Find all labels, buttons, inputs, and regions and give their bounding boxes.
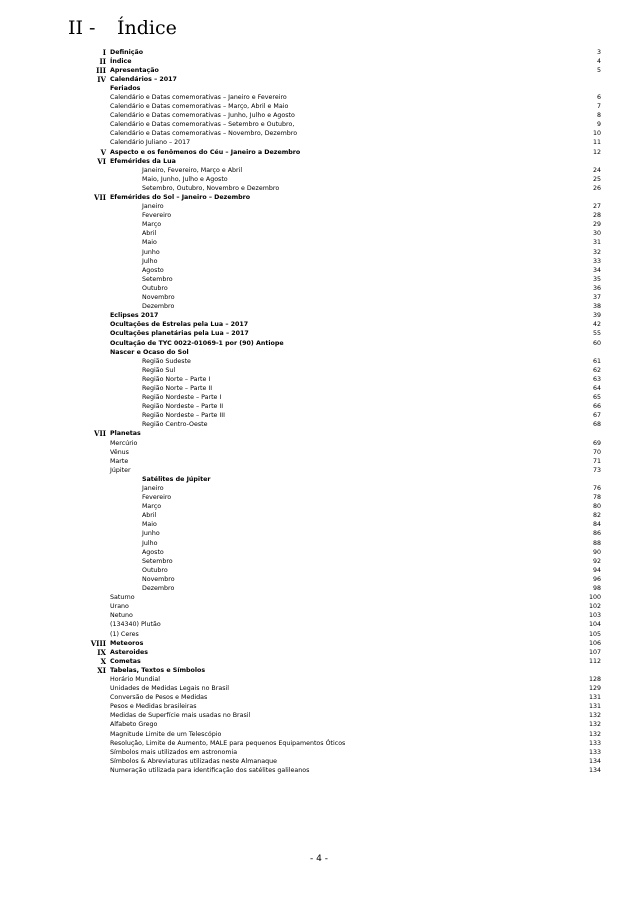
toc-entry-title: Símbolos & Abreviaturas utilizadas neste Almanaque	[110, 757, 277, 765]
toc-entry	[0, 666, 638, 675]
toc-page-number: 60	[592, 339, 601, 347]
toc-entry	[0, 366, 638, 375]
table-of-contents	[0, 48, 638, 776]
toc-entry	[0, 102, 638, 111]
toc-entry-title: Vênus	[110, 448, 129, 456]
toc-entry-title: Janeiro, Fevereiro, Março e Abril	[142, 166, 243, 174]
toc-page-number: 7	[596, 103, 601, 111]
toc-entry-title: Asteroides	[110, 648, 149, 656]
page-title	[68, 16, 177, 40]
toc-entry-title: Maio	[142, 521, 157, 529]
toc-entry	[0, 493, 638, 502]
toc-page-number: 132	[588, 721, 601, 729]
toc-entry	[0, 257, 638, 266]
toc-entry	[0, 702, 638, 711]
toc-entry-title: Alfabeto Grego	[110, 721, 158, 729]
toc-entry-title: Maio, Junho, Julho e Agosto	[142, 175, 228, 183]
toc-page-number: 71	[592, 457, 601, 465]
toc-entry	[0, 675, 638, 684]
toc-entry-title: Fevereiro	[142, 494, 172, 502]
toc-page-number: 103	[588, 612, 601, 620]
toc-entry	[0, 48, 638, 57]
toc-page-number: 132	[588, 730, 601, 738]
toc-entry-title: Calendário e Datas comemorativas – Novembro, Dezembro	[110, 130, 298, 138]
toc-entry	[0, 293, 638, 302]
toc-section-number: I	[102, 47, 106, 57]
toc-entry	[0, 684, 638, 693]
toc-page-number: 29	[592, 221, 601, 229]
toc-entry-title: Magnitude Limite de um Telescópio	[110, 730, 222, 738]
toc-entry	[0, 484, 638, 493]
toc-entry-title: Julho	[142, 539, 158, 547]
toc-page-number: 27	[592, 203, 601, 211]
toc-entry	[0, 202, 638, 211]
toc-page-number: 104	[588, 621, 601, 629]
toc-section-number: VIII	[90, 638, 106, 648]
toc-entry	[0, 657, 638, 666]
toc-entry	[0, 475, 638, 484]
toc-entry	[0, 66, 638, 75]
toc-entry	[0, 384, 638, 393]
toc-page-number: 35	[592, 275, 601, 283]
toc-page-number: 128	[588, 675, 601, 683]
toc-page-number: 131	[588, 703, 601, 711]
toc-entry-title: Júpiter	[110, 466, 131, 474]
toc-section-number: X	[100, 656, 106, 666]
toc-entry-title: Região Norte – Parte I	[142, 375, 211, 383]
toc-page-number: 78	[592, 494, 601, 502]
toc-section-number: II	[99, 56, 106, 66]
toc-entry-title: Nascer e Ocaso do Sol	[110, 348, 189, 356]
toc-entry	[0, 711, 638, 720]
toc-entry-title: Saturno	[110, 594, 135, 602]
toc-entry-title: (1) Ceres	[110, 630, 139, 638]
toc-entry-title: Abril	[142, 512, 157, 520]
toc-entry-title: Abril	[142, 230, 157, 238]
toc-page-number: 82	[592, 512, 601, 520]
toc-page-number: 88	[592, 539, 601, 547]
toc-page-number: 70	[592, 448, 601, 456]
toc-entry	[0, 229, 638, 238]
toc-page-number: 129	[588, 685, 601, 693]
toc-section-number: XI	[97, 665, 106, 675]
toc-entry-title: Região Nordeste – Parte II	[142, 403, 224, 411]
toc-entry	[0, 148, 638, 157]
toc-entry-title: Pesos e Medidas brasileiras	[110, 703, 197, 711]
toc-entry	[0, 457, 638, 466]
toc-entry-title: Meteoros	[110, 639, 144, 647]
toc-entry	[0, 548, 638, 557]
toc-entry-title: Novembro	[142, 294, 175, 302]
toc-entry	[0, 739, 638, 748]
toc-page-number: 12	[592, 148, 601, 156]
page-number-footer: - 4 -	[310, 854, 328, 864]
toc-entry-title: Calendários – 2017	[110, 75, 177, 83]
toc-entry-title: Horário Mundial	[110, 675, 160, 683]
toc-entry-title: Setembro	[142, 275, 173, 283]
toc-entry	[0, 720, 638, 729]
toc-entry-title: Resolução, Limite de Aumento, MALE para pequenos Equipamentos Óticos	[110, 739, 346, 747]
toc-entry-title: Netuno	[110, 612, 133, 620]
toc-entry	[0, 693, 638, 702]
toc-entry	[0, 529, 638, 538]
toc-entry-title: Símbolos mais utilizados em astronomia	[110, 748, 238, 756]
toc-page-number: 132	[588, 712, 601, 720]
toc-page-number: 65	[592, 394, 601, 402]
toc-page-number: 62	[592, 366, 601, 374]
toc-entry	[0, 111, 638, 120]
toc-page-number: 36	[592, 284, 601, 292]
toc-entry-title: Aspecto e os fenômenos do Céu – Janeiro a Dezembro	[110, 148, 301, 156]
toc-entry-title: Planetas	[110, 430, 141, 438]
toc-entry-title: Apresentação	[110, 66, 159, 74]
section-number: II -	[68, 17, 96, 39]
toc-entry	[0, 375, 638, 384]
toc-page-number: 61	[592, 357, 601, 365]
toc-page-number: 134	[588, 766, 601, 774]
toc-page-number: 63	[592, 375, 601, 383]
toc-page-number: 98	[592, 585, 601, 593]
toc-page-number: 37	[592, 294, 601, 302]
toc-entry	[0, 357, 638, 366]
toc-entry	[0, 320, 638, 329]
toc-entry	[0, 639, 638, 648]
toc-page-number: 84	[592, 521, 601, 529]
toc-entry-title: Maio	[142, 239, 157, 247]
toc-entry-title: Índice	[110, 57, 132, 65]
toc-entry-title: Janeiro	[142, 485, 164, 492]
toc-entry	[0, 448, 638, 457]
toc-entry-title: Tabelas, Textos e Símbolos	[110, 666, 206, 674]
toc-entry-title: Janeiro	[142, 203, 164, 211]
toc-entry-title: Região Nordeste – Parte III	[142, 412, 225, 420]
toc-entry-title: Feriados	[110, 84, 141, 92]
toc-page-number: 92	[592, 557, 601, 565]
toc-entry-title: Urano	[110, 603, 129, 611]
toc-page-number: 55	[592, 330, 601, 338]
toc-entry	[0, 539, 638, 548]
toc-entry-title: Cometas	[110, 657, 141, 665]
toc-page-number: 96	[592, 575, 601, 583]
toc-entry-title: Outubro	[142, 566, 168, 574]
toc-entry	[0, 575, 638, 584]
toc-page-number: 94	[592, 566, 601, 574]
toc-page-number: 3	[596, 48, 601, 56]
toc-entry	[0, 648, 638, 657]
toc-entry-title: Eclipses 2017	[110, 312, 159, 320]
toc-entry	[0, 557, 638, 566]
toc-entry-title: Março	[142, 503, 162, 511]
toc-entry-title: Região Sudeste	[142, 357, 191, 365]
toc-entry	[0, 757, 638, 766]
toc-entry	[0, 520, 638, 529]
toc-entry-title: Junho	[142, 248, 160, 256]
toc-page-number: 80	[592, 503, 601, 511]
toc-entry	[0, 329, 638, 338]
toc-entry	[0, 157, 638, 166]
toc-page-number: 26	[592, 184, 601, 192]
toc-entry	[0, 348, 638, 357]
toc-entry-title: Definição	[110, 48, 144, 56]
toc-page-number: 131	[588, 694, 601, 702]
toc-entry	[0, 584, 638, 593]
toc-entry-title: Efemérides do Sol – Janeiro – Dezembro	[110, 194, 251, 201]
toc-page-number: 73	[592, 466, 601, 474]
toc-entry-title: Marte	[110, 457, 129, 465]
toc-entry	[0, 439, 638, 448]
toc-entry	[0, 730, 638, 739]
toc-entry-title: Conversão de Pesos e Medidas	[110, 694, 208, 702]
toc-page-number: 11	[592, 139, 601, 147]
toc-entry	[0, 339, 638, 348]
toc-entry	[0, 184, 638, 193]
toc-entry-title: Região Sul	[142, 366, 176, 374]
toc-page-number: 64	[592, 384, 601, 392]
toc-entry-title: Calendário e Datas comemorativas – Setembro e Outubro,	[110, 121, 295, 129]
toc-entry	[0, 193, 638, 202]
toc-entry	[0, 75, 638, 84]
toc-entry	[0, 630, 638, 639]
toc-entry-title: Ocultação de TYC 0022-01069-1 por (90) Antiope	[110, 339, 284, 347]
toc-entry-title: Calendário e Datas comemorativas – Junho, Julho e Agosto	[110, 112, 295, 120]
toc-entry-title: Julho	[142, 257, 158, 265]
toc-page-number: 107	[588, 648, 601, 656]
toc-entry	[0, 602, 638, 611]
toc-page-number: 105	[588, 630, 601, 638]
toc-entry	[0, 429, 638, 438]
toc-entry	[0, 766, 638, 775]
toc-entry-title: (134340) Plutão	[110, 621, 161, 629]
toc-page-number: 24	[592, 166, 601, 174]
toc-entry	[0, 120, 638, 129]
toc-entry-title: Dezembro	[142, 303, 175, 311]
toc-entry-title: Outubro	[142, 284, 168, 292]
toc-page-number: 38	[592, 303, 601, 311]
toc-entry	[0, 266, 638, 275]
toc-page-number: 39	[592, 312, 601, 320]
toc-section-number: VII	[94, 193, 106, 202]
toc-page-number: 90	[592, 548, 601, 556]
toc-section-number: III	[96, 65, 106, 75]
toc-page-number: 32	[592, 248, 601, 256]
toc-entry	[0, 748, 638, 757]
toc-entry	[0, 393, 638, 402]
toc-entry	[0, 620, 638, 629]
toc-entry-title: Efemérides da Lua	[110, 157, 176, 165]
toc-entry	[0, 502, 638, 511]
toc-entry-title: Março	[142, 221, 162, 229]
toc-page-number: 106	[588, 639, 601, 647]
toc-page-number: 66	[592, 403, 601, 411]
toc-entry-title: Setembro	[142, 557, 173, 565]
toc-entry-title: Medidas de Superfície mais usadas no Brasil	[110, 712, 251, 720]
toc-section-number: V	[100, 147, 106, 157]
toc-page-number: 28	[592, 212, 601, 220]
toc-page-number: 76	[592, 485, 601, 492]
toc-entry	[0, 593, 638, 602]
toc-entry	[0, 175, 638, 184]
toc-page-number: 10	[592, 130, 601, 138]
toc-page-number: 33	[592, 257, 601, 265]
toc-entry	[0, 284, 638, 293]
section-title: Índice	[117, 17, 177, 39]
toc-entry-title: Junho	[142, 530, 160, 538]
toc-page-number: 134	[588, 757, 601, 765]
toc-page-number: 100	[588, 594, 601, 602]
toc-entry	[0, 275, 638, 284]
toc-entry	[0, 138, 638, 147]
toc-entry-title: Setembro, Outubro, Novembro e Dezembro	[142, 184, 280, 192]
toc-page-number: 30	[592, 230, 601, 238]
toc-page-number: 112	[588, 657, 601, 665]
toc-section-number: IV	[97, 74, 106, 84]
toc-entry	[0, 311, 638, 320]
toc-page-number: 6	[596, 93, 601, 101]
toc-entry	[0, 211, 638, 220]
toc-entry	[0, 84, 638, 93]
toc-page-number: 133	[588, 739, 601, 747]
toc-entry-title: Mercúrio	[110, 439, 138, 447]
toc-entry	[0, 129, 638, 138]
toc-entry-title: Dezembro	[142, 585, 175, 593]
toc-entry	[0, 411, 638, 420]
toc-page-number: 25	[592, 175, 601, 183]
toc-entry	[0, 166, 638, 175]
toc-page-number: 5	[596, 66, 601, 74]
toc-entry-title: Região Nordeste – Parte I	[142, 394, 222, 402]
toc-section-number: IX	[97, 647, 106, 657]
toc-entry	[0, 566, 638, 575]
toc-page-number: 67	[592, 412, 601, 420]
toc-page-number: 86	[592, 530, 601, 538]
toc-page-number: 31	[592, 239, 601, 247]
toc-page-number: 69	[592, 439, 601, 447]
toc-entry-title: Satélites de Júpiter	[142, 475, 211, 483]
toc-entry	[0, 420, 638, 429]
toc-entry-title: Região Centro-Oeste	[142, 421, 208, 429]
toc-entry-title: Agosto	[142, 266, 164, 274]
toc-entry	[0, 238, 638, 247]
toc-page-number: 42	[592, 321, 601, 329]
toc-entry-title: Calendário e Datas comemorativas – Janeiro e Fevereiro	[110, 93, 287, 101]
toc-entry-title: Unidades de Medidas Legais no Brasil	[110, 685, 229, 693]
toc-entry	[0, 93, 638, 102]
toc-page-number: 102	[588, 603, 601, 611]
toc-entry	[0, 611, 638, 620]
toc-entry	[0, 220, 638, 229]
toc-entry-title: Novembro	[142, 575, 175, 583]
toc-entry	[0, 302, 638, 311]
toc-entry	[0, 402, 638, 411]
toc-page-number: 68	[592, 421, 601, 429]
toc-page-number: 34	[592, 266, 601, 274]
toc-entry-title: Agosto	[142, 548, 164, 556]
toc-entry-title: Ocultações planetárias pela Lua – 2017	[110, 330, 249, 338]
toc-page-number: 4	[596, 57, 601, 65]
toc-page-number: 133	[588, 748, 601, 756]
toc-entry	[0, 57, 638, 66]
toc-entry-title: Região Norte – Parte II	[142, 384, 213, 392]
toc-entry-title: Calendário e Datas comemorativas – Março, Abril e Maio	[110, 103, 289, 111]
toc-entry-title: Numeração utilizada para identificação dos satélites galileanos	[110, 766, 310, 774]
toc-page-number: 9	[596, 121, 601, 129]
toc-entry-title: Ocultações de Estrelas pela Lua – 2017	[110, 321, 249, 329]
toc-entry-title: Calendário Juliano – 2017	[110, 139, 191, 147]
toc-entry	[0, 511, 638, 520]
toc-page-number: 8	[596, 112, 601, 120]
toc-section-number: VII	[94, 429, 106, 439]
toc-entry	[0, 248, 638, 257]
toc-section-number: VI	[97, 156, 106, 166]
toc-entry-title: Fevereiro	[142, 212, 172, 220]
toc-entry	[0, 466, 638, 475]
